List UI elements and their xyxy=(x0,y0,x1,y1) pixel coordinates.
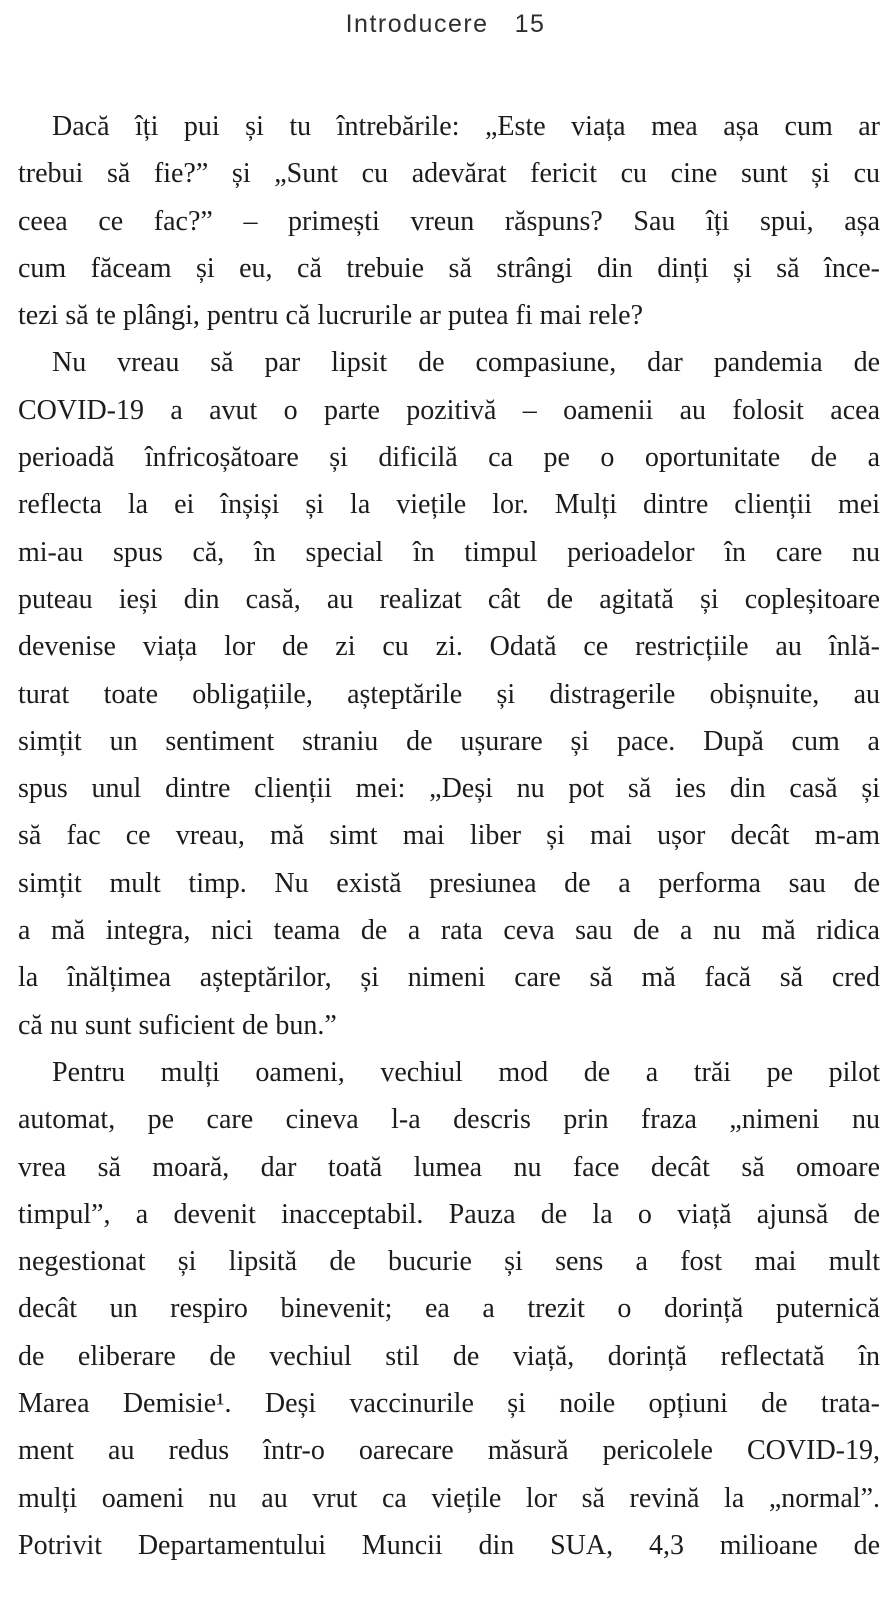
text-line: Dacă îți pui și tu întrebările: „Este viața mea așa cum ar xyxy=(52,111,880,142)
text-line: mulți oameni nu au vrut ca viețile lor să revină la „normal”. xyxy=(18,1482,880,1514)
text-line: Potrivit Departamentului Muncii din SUA, 4,3 milioane de xyxy=(18,1529,880,1561)
text-line: puteau ieși din casă, au realizat cât de agitată și copleșitoare xyxy=(18,583,880,615)
text-line: Nu vreau să par lipsit de compasiune, dar pandemia de xyxy=(52,347,880,379)
text-line: cum făceam și eu, că trebuie să strângi din dinți și să înce- xyxy=(18,252,880,284)
text-line: vrea să moară, dar toată lumea nu face decât să omoare xyxy=(18,1151,880,1183)
text-line: a mă integra, nici teama de a rata ceva sau de a nu mă ridica xyxy=(18,915,880,947)
text-line: spus unul dintre clienții mei: „Deși nu pot să ies din casă și xyxy=(18,773,880,805)
text-line: simțit mult timp. Nu există presiunea de a performa sau de xyxy=(18,867,880,899)
text-line: să fac ce vreau, mă simt mai liber și mai ușor decât m-am xyxy=(18,820,880,852)
text-line: turat toate obligațiile, așteptările și distragerile obișnuite, au xyxy=(18,678,880,710)
running-header xyxy=(0,10,891,39)
text-line: de eliberare de vechiul stil de viață, dorință reflectată în xyxy=(18,1340,880,1372)
text-line: devenise viața lor de zi cu zi. Odată ce restricțiile au înlă- xyxy=(18,631,880,663)
text-line: tezi să te plângi, pentru că lucrurile ar putea fi mai rele? xyxy=(18,300,644,332)
text-line: reflecta la ei înșiși și la viețile lor. Mulți dintre clienții mei xyxy=(18,489,880,521)
text-line: că nu sunt suficient de bun.” xyxy=(18,1009,337,1041)
text-line: perioadă înfricoșătoare și dificilă ca pe o oportunitate de a xyxy=(18,442,880,474)
text-line: timpul”, a devenit inacceptabil. Pauza de la o viață ajunsă de xyxy=(18,1198,880,1230)
paragraph xyxy=(18,339,880,1048)
text-line: mi-au spus că, în special în timpul perioadelor în care nu xyxy=(18,536,880,568)
text-line: ment au redus într-o oarecare măsură pericolele COVID-19, xyxy=(18,1435,880,1467)
text-line: simțit un sentiment straniu de ușurare și pace. După cum a xyxy=(18,725,880,757)
text-line: la înălțimea așteptărilor, și nimeni care să mă facă să cred xyxy=(18,962,880,994)
text-line: ceea ce fac?” – primești vreun răspuns? Sau îți spui, așa xyxy=(18,205,880,237)
text-line: negestionat și lipsită de bucurie și sens a fost mai mult xyxy=(18,1246,880,1278)
text-line: Pentru mulți oameni, vechiul mod de a trăi pe pilot xyxy=(52,1056,880,1088)
text-line: COVID-19 a avut o parte pozitivă – oamenii au folosit acea xyxy=(18,394,880,426)
paragraph xyxy=(18,1049,880,1569)
text-line: trebui să fie?” și „Sunt cu adevărat fericit cu cine sunt și cu xyxy=(18,158,880,190)
text-line: decât un respiro binevenit; ea a trezit o dorință puternică xyxy=(18,1293,880,1325)
text-line: Marea Demisie¹. Deși vaccinurile și noile opțiuni de trata- xyxy=(18,1388,880,1420)
chapter-title: Introducere xyxy=(345,10,489,38)
paragraph xyxy=(18,103,880,339)
page-number: 15 xyxy=(514,10,546,38)
body-text xyxy=(18,103,880,1569)
text-line: automat, pe care cineva l-a descris prin fraza „nimeni nu xyxy=(18,1104,880,1136)
